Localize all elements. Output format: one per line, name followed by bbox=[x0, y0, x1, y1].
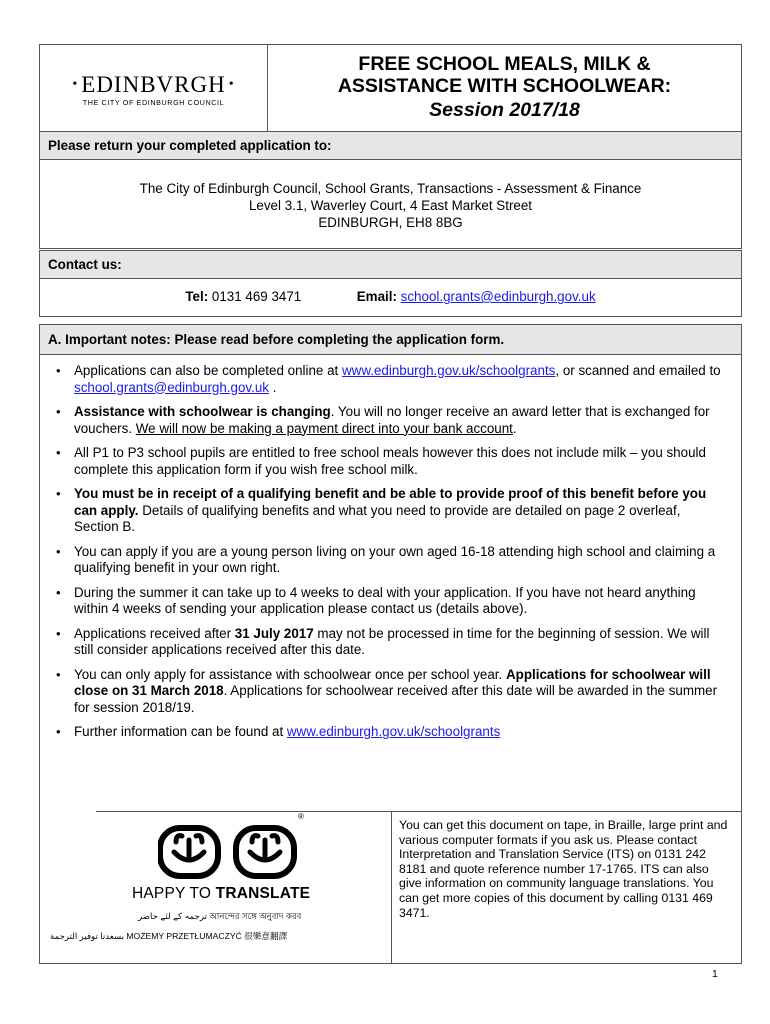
note-p1-p3: • All P1 to P3 school pupils are entitled to free school meals however this does not include milk – you should complete this application form if you wish free school milk. bbox=[56, 445, 727, 478]
contact-heading: Contact us: bbox=[40, 251, 741, 279]
email-link[interactable]: school.grants@edinburgh.gov.uk bbox=[400, 289, 596, 304]
email-label: Email: bbox=[356, 289, 397, 304]
happy-to-translate-title: HAPPY TO TRANSLATE bbox=[132, 885, 311, 902]
title-line-2: ASSISTANCE WITH SCHOOLWEAR: bbox=[337, 75, 672, 97]
logo-dot-right: • bbox=[228, 77, 235, 92]
contact-section bbox=[39, 250, 742, 317]
schoolgrants-link[interactable]: www.edinburgh.gov.uk/schoolgrants bbox=[341, 363, 556, 378]
return-heading: Please return your completed application to: bbox=[40, 132, 741, 160]
happy-faces-icon bbox=[158, 822, 298, 882]
logo-dot-left: • bbox=[72, 77, 79, 92]
address-line-1: The City of Edinburgh Council, School Grants, Transactions - Assessment & Finance bbox=[139, 181, 642, 196]
translate-languages-line-2: بسعدنا توفير الترجمة MOŻEMY PRZETŁUMACZYĆ 很樂意翻譯 bbox=[50, 931, 288, 941]
address-line-3: EDINBURGH, EH8 8BG bbox=[318, 215, 463, 230]
happy-to-translate-logo bbox=[40, 812, 392, 963]
return-section bbox=[39, 131, 742, 249]
note-deadline: • Applications received after 31 July 2017 may not be processed in time for the beginning of session. We will still consider applications received after this date. bbox=[56, 626, 727, 659]
note-online: • Applications can also be completed online at www.edinburgh.gov.uk/schoolgrants, or scanned and emailed to school.grants@edinburgh.gov.uk . bbox=[56, 363, 727, 396]
note-schoolwear-once: • You can only apply for assistance with schoolwear once per school year. Applications for schoolwear will close on 31 March 2018. Applications for schoolwear received after this date will be awarded in the summer for session 2018/19. bbox=[56, 667, 727, 717]
council-logo bbox=[40, 45, 268, 131]
document-title bbox=[268, 45, 741, 131]
email-link-notes[interactable]: school.grants@edinburgh.gov.uk bbox=[74, 379, 269, 395]
notes-heading: A. Important notes: Please read before completing the application form. bbox=[40, 325, 741, 355]
note-further-info: • Further information can be found at www.edinburgh.gov.uk/schoolgrants bbox=[56, 724, 727, 741]
title-session: Session 2017/18 bbox=[429, 99, 580, 121]
note-qualifying-benefit: • You must be in receipt of a qualifying benefit and be able to provide proof of this benefit before you can apply. Details of qualifying benefits and what you need to provide are detailed on page 2 overleaf, Section B. bbox=[56, 486, 727, 536]
address-line-2: Level 3.1, Waverley Court, 4 East Market Street bbox=[248, 198, 533, 213]
notes-section bbox=[39, 324, 742, 812]
logo-wordmark: EDINBVRGH bbox=[81, 72, 226, 97]
alternative-formats-info: You can get this document on tape, in Braille, large print and various computer formats if you ask us. Please contact Interpretation and Translation Service (ITS) on 0131 242 8181 and quote reference number 17-1765. ITS can also give information on community language translations. You can get more copies of this document by calling 0131 469 3471. bbox=[399, 818, 728, 920]
document-header bbox=[39, 44, 742, 132]
logo-subtitle: THE CITY OF EDINBURGH COUNCIL bbox=[82, 98, 225, 107]
return-address bbox=[40, 160, 741, 231]
notes-list bbox=[40, 355, 741, 741]
tel-value: 0131 469 3471 bbox=[211, 289, 302, 304]
tel-label: Tel: bbox=[185, 289, 209, 304]
further-info-link[interactable]: www.edinburgh.gov.uk/schoolgrants bbox=[286, 724, 501, 739]
contact-row bbox=[40, 279, 741, 304]
title-line-1: FREE SCHOOL MEALS, MILK & bbox=[358, 53, 651, 75]
note-schoolwear-change: • Assistance with schoolwear is changing. You will no longer receive an award letter that is exchanged for vouchers. We will now be making a payment direct into your bank account. bbox=[56, 404, 727, 437]
translate-languages-line-1: ترجمہ کے لئے حاضر আনন্দের সঙ্গে অনুবাদ করব bbox=[138, 911, 302, 921]
registered-mark: ® bbox=[298, 812, 304, 821]
translation-section bbox=[39, 811, 742, 964]
note-young-person: • You can apply if you are a young person living on your own aged 16-18 attending high school and claiming a qualifying benefit in your own right. bbox=[56, 544, 727, 577]
note-summer: • During the summer it can take up to 4 weeks to deal with your application. If you have not heard anything within 4 weeks of sending your application please contact us (details above). bbox=[56, 585, 727, 618]
page-number: 1 bbox=[712, 968, 718, 980]
